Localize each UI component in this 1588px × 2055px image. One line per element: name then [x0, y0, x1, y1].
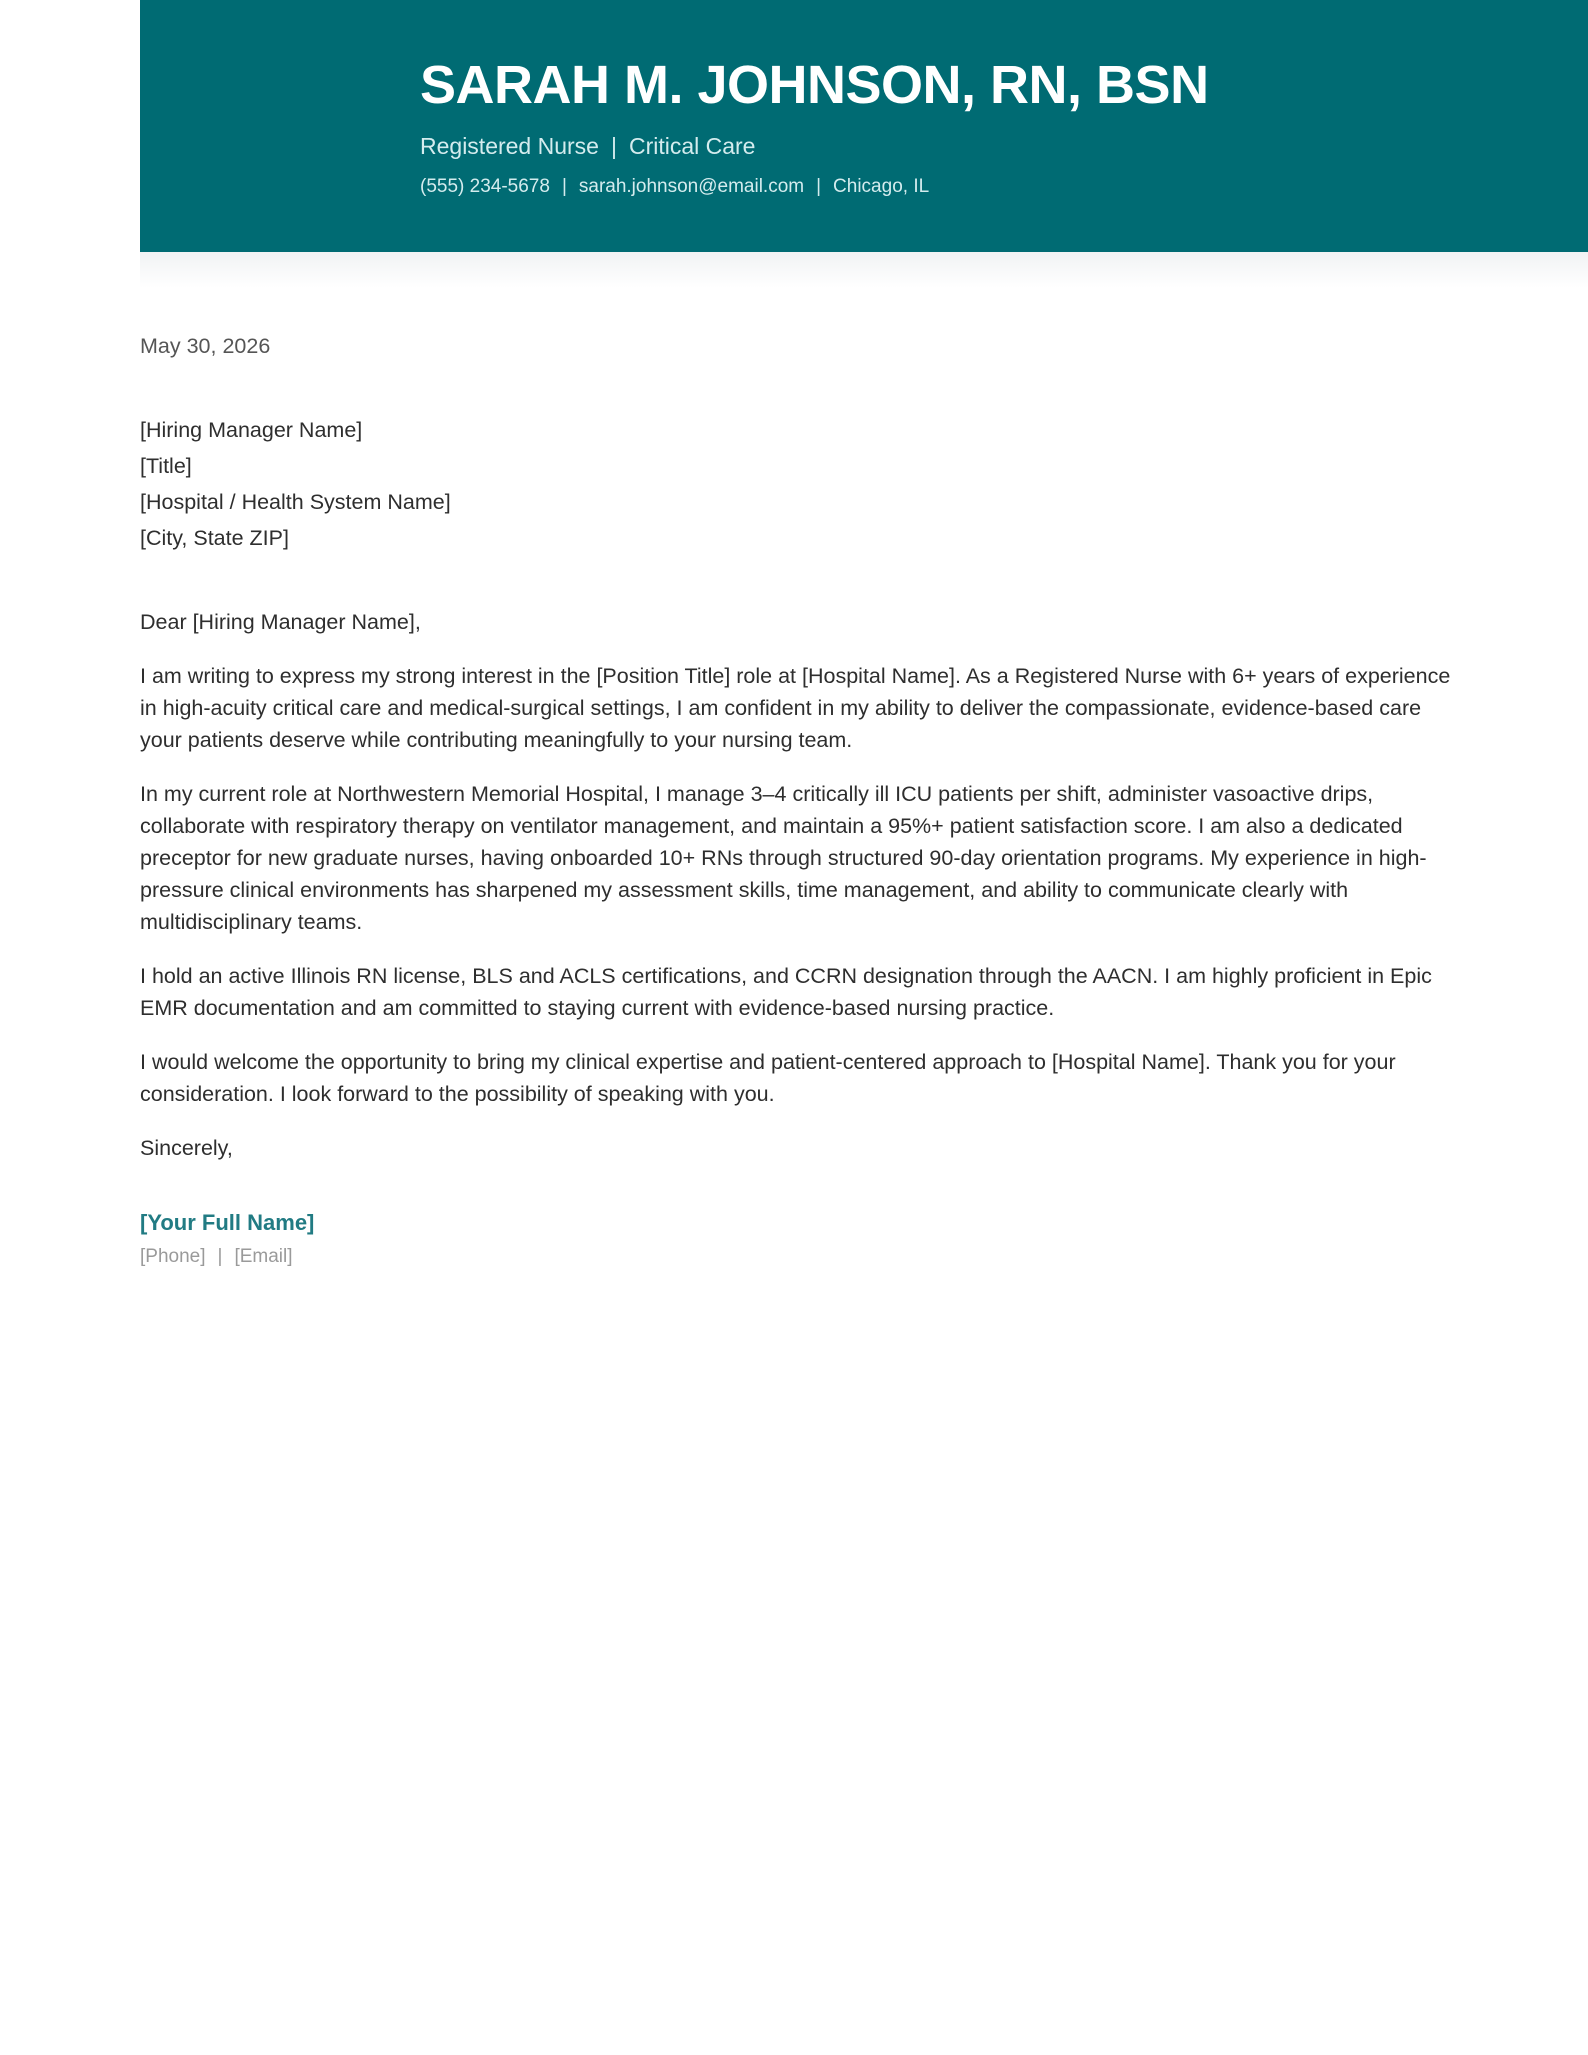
recipient-block — [140, 412, 1460, 556]
phone-number: (555) 234-5678 — [420, 176, 550, 197]
letter-body — [140, 330, 1460, 1274]
signature-contact — [140, 1240, 1460, 1274]
header-contact — [420, 176, 929, 198]
email-address: sarah.johnson@email.com — [578, 176, 805, 197]
paragraph-intro: I am writing to express my strong interest in the [Position Title] role at [Hospital Name]. As a Registered Nurse with 6+ years of experience in high-acuity critical care and medical-surgical settings, I am confident in my ability to deliver the compassionate, evidence-based care your patients deserve while contributing meaningfully to your nursing team. — [140, 664, 1451, 752]
recipient-name: [Hiring Manager Name] — [140, 418, 363, 442]
recipient-organization: [Hospital / Health System Name] — [140, 490, 451, 514]
separator: | — [610, 133, 617, 159]
salutation: Dear [Hiring Manager Name], — [140, 610, 421, 634]
signature-phone: [Phone] — [140, 1246, 206, 1267]
header-subtitle — [420, 133, 755, 160]
role-title: Registered Nurse — [420, 133, 599, 159]
location: Chicago, IL — [833, 176, 930, 197]
specialty: Critical Care — [628, 133, 756, 159]
closing: Sincerely, — [140, 1136, 233, 1160]
paragraph-credentials: I hold an active Illinois RN license, BLS and ACLS certifications, and CCRN designation through the AACN. I am highly proficient in Epic EMR documentation and am committed to staying current with evidence-based nursing practice. — [140, 964, 1432, 1020]
paragraph-experience: In my current role at Northwestern Memorial Hospital, I manage 3–4 critically ill ICU patients per shift, administer vasoactive drips, collaborate with respiratory therapy on ventilator management, and maintain a 95%+ patient satisfaction score. I am also a dedicated preceptor for new graduate nurses, having onboarded 10+ RNs through structured 90-day orientation programs. My experience in high-pressure clinical environments has sharpened my assessment skills, time management, and ability to communicate clearly with multidisciplinary teams. — [140, 782, 1427, 934]
applicant-name: SARAH M. JOHNSON, RN, BSN — [420, 55, 1209, 115]
header-band — [140, 0, 1588, 252]
letter-date: May 30, 2026 — [140, 334, 271, 358]
recipient-address: [City, State ZIP] — [140, 526, 289, 550]
separator: | — [561, 176, 567, 197]
separator: | — [816, 176, 822, 197]
paragraph-closing: I would welcome the opportunity to bring my clinical expertise and patient-centered approach to [Hospital Name]. Thank you for your consideration. I look forward to the possibility of speaking with you. — [140, 1050, 1396, 1106]
header-shadow — [140, 252, 1588, 288]
signature-email: [Email] — [234, 1246, 293, 1267]
signature-name: [Your Full Name] — [140, 1210, 315, 1235]
recipient-title: [Title] — [140, 454, 192, 478]
separator: | — [217, 1246, 223, 1267]
